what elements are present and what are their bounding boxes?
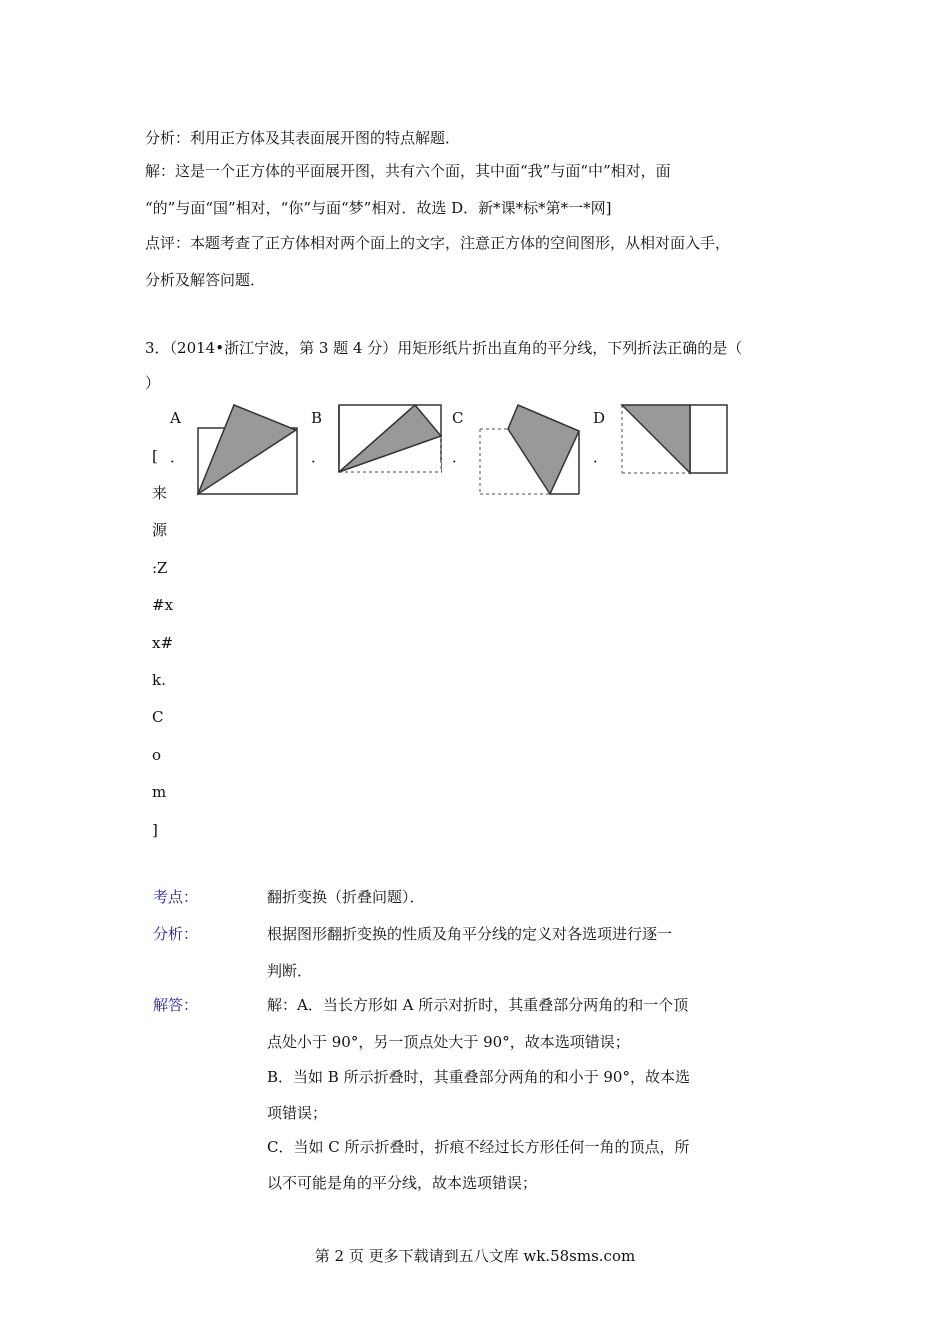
figure-a-folded-triangle bbox=[198, 405, 296, 494]
jieda-line-5: C．当如 C 所示折叠时，折痕不经过长方形任何一角的顶点，所 bbox=[267, 1138, 690, 1156]
jieda-line-3: B．当如 B 所示折叠时，其重叠部分两角的和小于 90°，故本选 bbox=[267, 1068, 690, 1086]
watermark-char: 来 bbox=[152, 484, 168, 502]
jieda-label: 解答： bbox=[153, 996, 199, 1014]
prev-solution-line-1: 解：这是一个正方体的平面展开图，共有六个面，其中面“我”与面“中”相对，面 bbox=[145, 162, 671, 180]
figure-d-folded-triangle bbox=[622, 405, 690, 473]
option-dot-a: ． bbox=[170, 448, 186, 466]
fenxi-text-line-2: 判断． bbox=[267, 962, 313, 980]
option-label-b: B bbox=[311, 409, 323, 427]
prev-solution-line-2: “的”与面“国”相对，“你”与面“梦”相对．故选 D．新*课*标*第*一*网] bbox=[145, 199, 612, 217]
question-3-stem: 3．（2014•浙江宁波，第 3 题 4 分）用矩形纸片折出直角的平分线，下列折法正确的是（ bbox=[145, 339, 743, 357]
jieda-line-1: 解：A．当长方形如 A 所示对折时，其重叠部分两角的和一个顶 bbox=[267, 996, 689, 1014]
watermark-char: [ bbox=[152, 447, 158, 465]
figure-d bbox=[620, 403, 730, 475]
figure-b bbox=[337, 403, 443, 475]
prev-comment-line-1: 点评：本题考查了正方体相对两个面上的文字，注意正方体的空间图形，从相对面入手， bbox=[145, 234, 731, 252]
kaodian-label: 考点： bbox=[153, 888, 199, 906]
jieda-line-4: 项错误； bbox=[267, 1104, 328, 1122]
question-3-stem-end: ） bbox=[145, 374, 161, 392]
watermark-char: k. bbox=[152, 671, 166, 689]
prev-comment-line-2: 分析及解答问题． bbox=[145, 271, 266, 289]
option-label-d: D bbox=[593, 409, 606, 427]
watermark-char: o bbox=[152, 746, 162, 764]
option-dot-b: ． bbox=[311, 448, 327, 466]
figure-a bbox=[196, 403, 300, 497]
page-footer: 第 2 页 更多下载请到五八文库 wk.58sms.com bbox=[314, 1247, 636, 1265]
option-label-a: A bbox=[170, 409, 181, 427]
watermark-char: C bbox=[152, 708, 164, 726]
watermark-char: #x bbox=[152, 596, 174, 614]
fenxi-label: 分析： bbox=[153, 925, 199, 943]
figure-c bbox=[478, 403, 582, 497]
prev-analysis: 分析：利用正方体及其表面展开图的特点解题． bbox=[145, 129, 461, 147]
figure-c-folded-quad bbox=[508, 405, 579, 494]
watermark-char: ] bbox=[152, 821, 158, 839]
figure-b-folded-triangle bbox=[339, 405, 441, 472]
figure-d-right-rect bbox=[690, 405, 727, 473]
watermark-char: 源 bbox=[152, 521, 168, 539]
jieda-line-6: 以不可能是角的平分线，故本选项错误； bbox=[267, 1174, 538, 1192]
option-label-c: C bbox=[452, 409, 464, 427]
fenxi-text-line-1: 根据图形翻折变换的性质及角平分线的定义对各选项进行逐一 bbox=[267, 925, 673, 943]
watermark-char: m bbox=[152, 783, 167, 801]
option-dot-c: ． bbox=[452, 448, 468, 466]
watermark-char: x# bbox=[152, 634, 174, 652]
watermark-char: :Z bbox=[152, 559, 168, 577]
option-dot-d: ． bbox=[593, 448, 609, 466]
kaodian-text: 翻折变换（折叠问题）． bbox=[267, 888, 425, 906]
jieda-line-2: 点处小于 90°，另一顶点处大于 90°，故本选项错误； bbox=[267, 1033, 630, 1051]
